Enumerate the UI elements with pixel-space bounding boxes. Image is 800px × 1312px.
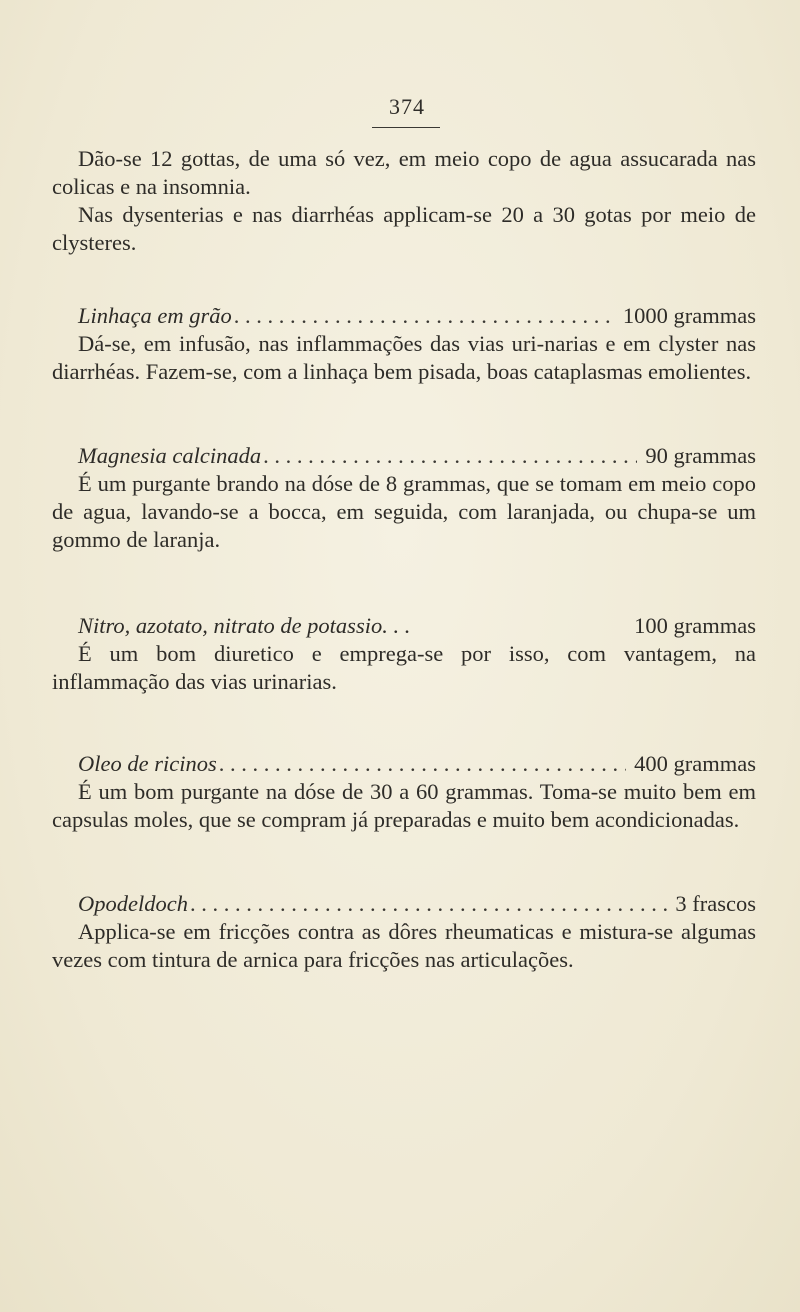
entry-description: É um bom purgante na dóse de 30 a 60 grammas. Toma-se muito bem em capsulas moles, que se compram já preparadas e muito bem acondicionadas. xyxy=(52,779,756,832)
entry-name: Opodeldoch xyxy=(78,891,188,916)
entry-quantity: 3 frascos xyxy=(675,891,756,916)
entry-heading xyxy=(52,890,756,918)
entry-opodeldoch xyxy=(52,890,756,974)
intro-paragraph-1: Dão-se 12 gottas, de uma só vez, em meio copo de agua assucarada nas colicas e na insomnia. xyxy=(52,146,756,199)
entry-quantity: 1000 grammas xyxy=(622,303,756,328)
entry-heading xyxy=(52,302,756,330)
leader-dots xyxy=(217,750,626,778)
entry-heading xyxy=(52,442,756,470)
entry-magnesia xyxy=(52,442,756,554)
leader-dots xyxy=(232,302,615,330)
intro-block xyxy=(52,145,756,257)
entry-name: Linhaça em grão xyxy=(78,303,232,328)
entry-quantity: 400 grammas xyxy=(634,751,756,776)
entry-linhaca xyxy=(52,302,756,386)
entry-heading xyxy=(52,750,756,778)
entry-quantity: 100 grammas xyxy=(634,613,756,638)
leader-dots xyxy=(261,442,637,470)
entry-description: É um bom diuretico e emprega-se por isso, com vantagem, na inflammação das vias urinarias. xyxy=(52,641,756,694)
entry-description: Dá-se, em infusão, nas inflammações das vias uri-narias e em clyster nas diarrhéas. Fazem-se, com a linhaça bem pisada, boas cataplasmas emolientes. xyxy=(52,331,756,384)
entry-heading xyxy=(52,612,756,640)
page-number: 374 xyxy=(389,94,425,119)
intro-paragraph-2: Nas dysenterias e nas diarrhéas applicam-se 20 a 30 gotas por meio de clysteres. xyxy=(52,202,756,255)
entry-description: Applica-se em fricções contra as dôres rheumaticas e mistura-se algumas vezes com tintura de arnica para fricções nas articulações. xyxy=(52,919,756,972)
entry-nitro xyxy=(52,612,756,696)
entry-name: Magnesia calcinada xyxy=(78,443,262,468)
entry-name: Nitro, azotato, nitrato de potassio. . . xyxy=(78,613,411,638)
leader-dots xyxy=(188,890,667,918)
page-number-rule xyxy=(372,127,440,128)
entry-description: É um purgante brando na dóse de 8 grammas, que se tomam em meio copo de agua, lavando-se a bocca, em seguida, com laranjada, ou chupa-se um gommo de laranja. xyxy=(52,471,756,552)
entry-name: Oleo de ricinos xyxy=(78,751,217,776)
entry-quantity: 90 grammas xyxy=(645,443,756,468)
entry-oleo-de-ricinos xyxy=(52,750,756,834)
